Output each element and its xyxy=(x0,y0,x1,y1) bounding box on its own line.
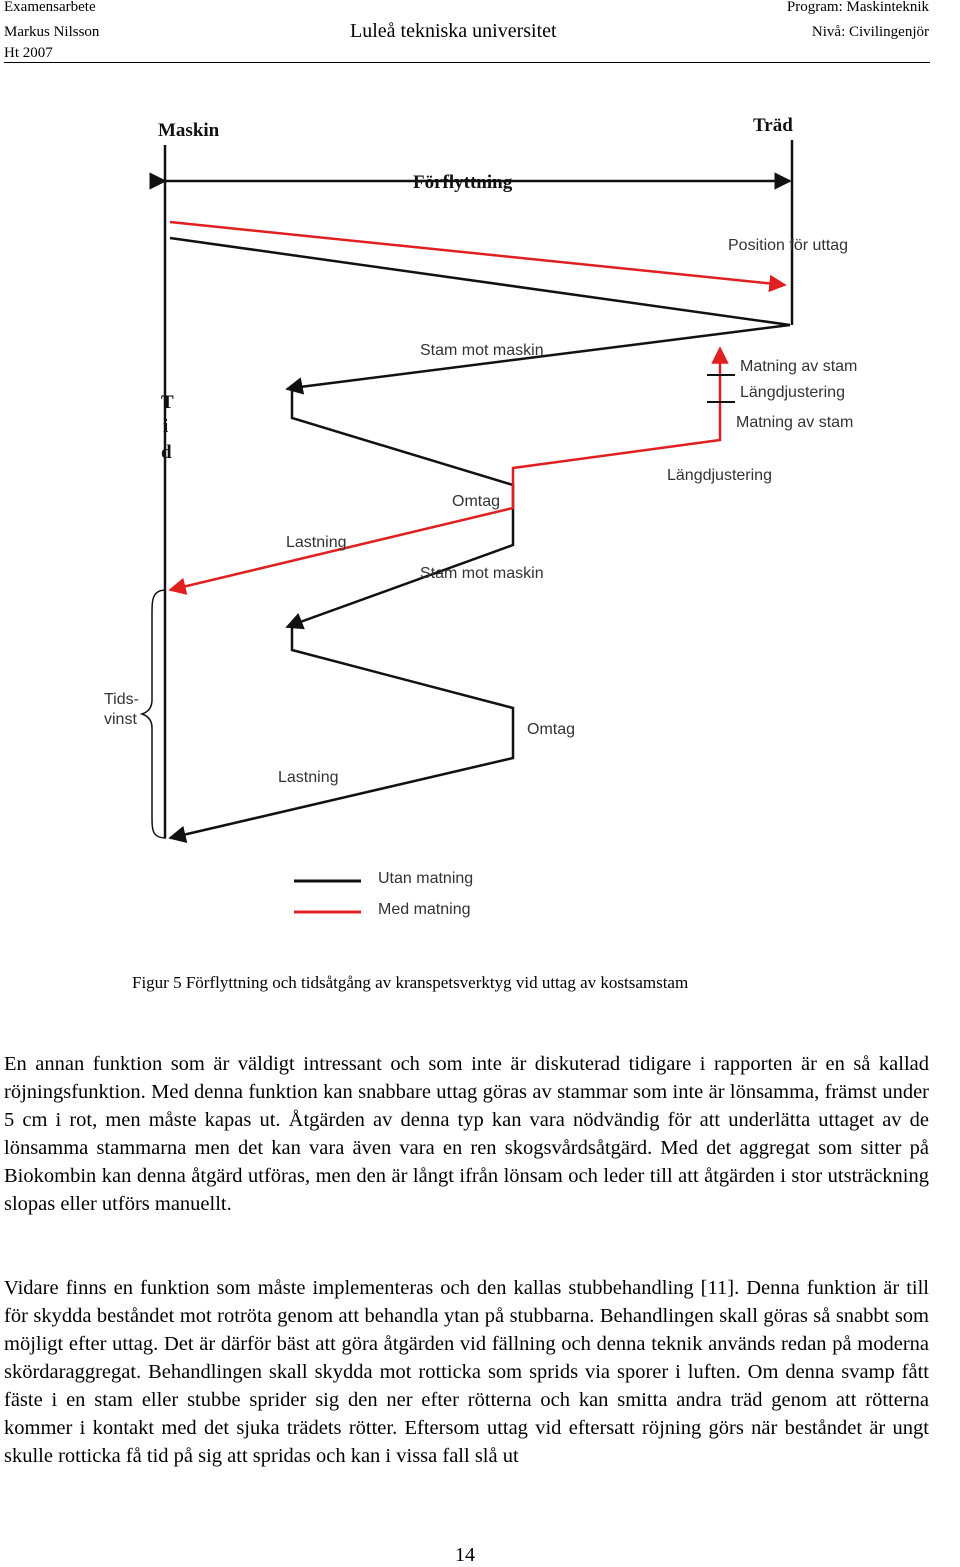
label-position-for-uttag: Position för uttag xyxy=(728,237,849,254)
arrow-stam-mot-maskin-1 xyxy=(287,388,292,389)
path-utan-matning xyxy=(170,238,790,838)
label-tidsvinst-2: vinst xyxy=(104,711,137,728)
label-maskin: Maskin xyxy=(158,120,220,141)
label-langdjustering-1: Längdjustering xyxy=(740,384,845,401)
header-course: Examensarbete xyxy=(4,0,96,15)
label-tid-i: i xyxy=(163,416,169,437)
header-term: Ht 2007 xyxy=(4,45,53,61)
label-matning-av-stam-2: Matning av stam xyxy=(736,414,854,431)
label-tid-d: d xyxy=(161,442,172,463)
label-forflyttning: Förflyttning xyxy=(413,172,513,193)
label-lastning-2: Lastning xyxy=(278,769,339,786)
label-tid-t: T xyxy=(161,392,174,413)
path-med-matning-forflyttning xyxy=(170,222,785,285)
paragraph-2: Vidare finns en funktion som måste implementeras och den kallas stubbehandling [11]. Denna funktion är till för skydda beståndet mot rotröta genom att behandla ytan på stubbarna. Behandlingen skall göras så snabbt som möjligt efter uttag. Det är därför bäst att göra åtgärden vid fällning och denna teknik används redan på moderna skördaraggregat. Behandlingen skall skydda mot rotticka som sprids via sporer i luften. Om denna svamp fått fäste i en stam eller stubbe sprider sig den ner efter rötterna och kan smitta andra träd genom att rötterna kommer i kontakt med det sjuka trädets rötter. Eftersom uttag vid eftersatt röjning görs när beståndet är ungt skulle rotticka få tid på sig att spridas och kan i vissa fall slå ut xyxy=(4,1277,929,1467)
header-level: Nivå: Civilingenjör xyxy=(811,24,929,40)
header-program: Program: Maskinteknik xyxy=(786,0,929,15)
legend-label-utan-matning: Utan matning xyxy=(378,870,474,887)
path-med-matning-uttag xyxy=(170,352,720,590)
label-stam-mot-maskin-1: Stam mot maskin xyxy=(420,342,544,359)
label-tidsvinst-1: Tids- xyxy=(104,691,139,708)
label-trad: Träd xyxy=(753,115,793,136)
header-university: Luleå tekniska universitet xyxy=(350,20,557,42)
label-langdjustering-2: Längdjustering xyxy=(667,467,772,484)
label-matning-av-stam-1: Matning av stam xyxy=(740,358,858,375)
legend xyxy=(294,870,473,918)
figure-caption: Figur 5 Förflyttning och tidsåtgång av kranspetsverktyg vid uttag av kostsamstam xyxy=(132,973,689,992)
legend-label-med-matning: Med matning xyxy=(378,901,471,918)
tidsvinst-brace xyxy=(142,590,166,838)
header-author: Markus Nilsson xyxy=(4,24,100,40)
paragraph-1: En annan funktion som är väldigt intressant och som inte är diskuterad tidigare i rapporten är en så kallad röjningsfunktion. Med denna funktion kan snabbare uttag göras av stammar som inte är lönsamma, främst under 5 cm i rot, men måste kapas ut. Åtgärden av denna typ kan vara nödvändig för att underlätta uttaget av de lönsamma stammarna men det kan vara även vara en ren skogsvårdsåtgärd. Med det aggregat som sitter på Biokombin kan denna åtgärd utföras, men den är långt ifrån lönsam och leder till att åtgärden i stor utsträckning slopas eller utförs manuellt. xyxy=(4,1053,929,1215)
label-omtag-2: Omtag xyxy=(527,721,576,738)
page-number: 14 xyxy=(455,1544,475,1566)
label-stam-mot-maskin-2: Stam mot maskin xyxy=(420,565,544,582)
label-omtag-1: Omtag xyxy=(452,493,501,510)
label-lastning-1: Lastning xyxy=(286,534,347,551)
